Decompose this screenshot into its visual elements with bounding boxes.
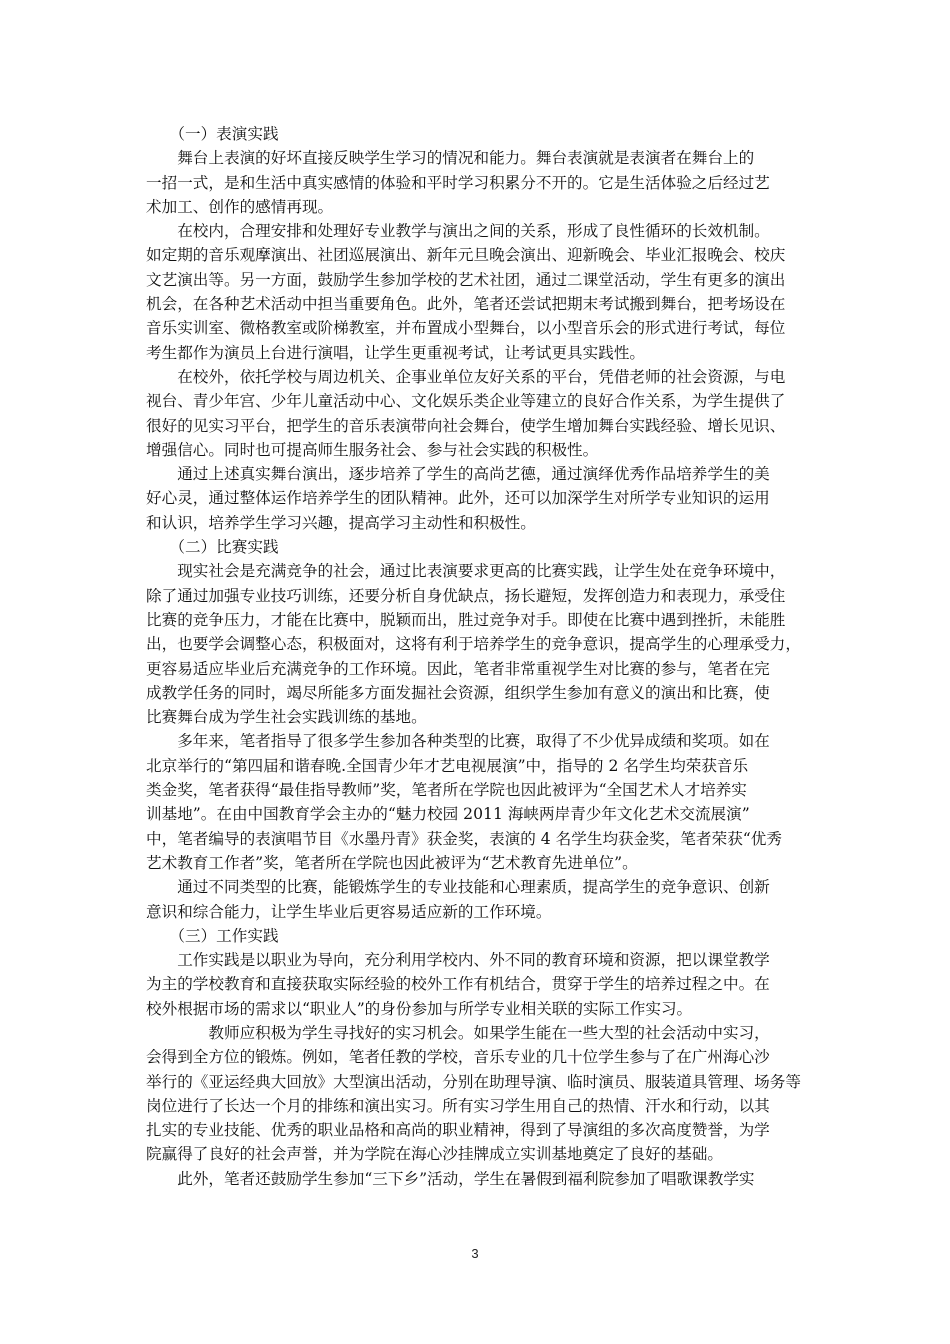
document-body <box>146 122 806 1191</box>
text-line: （三）工作实践 <box>146 926 279 945</box>
text-line: 艺术教育工作者”奖，笔者所在学院也因此被评为“艺术教育先进单位”。 <box>146 853 638 872</box>
text-line: 在校内，合理安排和处理好专业教学与演出之间的关系，形成了良性循环的长效机制。 <box>146 222 770 241</box>
text-line: 音乐实训室、微格教室或阶梯教室，并布置成小型舞台，以小型音乐会的形式进行考试，每位 <box>146 319 786 338</box>
text-line: 通过不同类型的比赛，能锻炼学生的专业技能和心理素质，提高学生的竞争意识、创新 <box>146 878 770 897</box>
text-line: 意识和综合能力，让学生毕业后更容易适应新的工作环境。 <box>146 902 552 921</box>
text-line: 一招一式，是和生活中真实感情的体验和平时学习积累分不开的。它是生活体验之后经过艺 <box>146 173 770 192</box>
text-line: 类金奖，笔者获得“最佳指导教师”奖，笔者所在学院也因此被评为“全国艺术人才培养实 <box>146 781 747 800</box>
text-line: 多年来，笔者指导了很多学生参加各种类型的比赛，取得了不少优异成绩和奖项。如在 <box>146 732 770 751</box>
text-line: 中，笔者编导的表演唱节目《水墨丹青》获金奖，表演的 4 名学生均获金奖，笔者荣获“优秀 <box>146 829 782 848</box>
text-line: 院赢得了良好的社会声誉，并为学院在海心沙挂牌成立实训基地奠定了良好的基础。 <box>146 1145 723 1164</box>
text-line: 如定期的音乐观摩演出、社团巡展演出、新年元旦晚会演出、迎新晚会、毕业汇报晚会、校庆 <box>146 246 786 265</box>
text-line: 通过上述真实舞台演出，逐步培养了学生的高尚艺德，通过演绎优秀作品培养学生的美 <box>146 465 770 484</box>
page-number: 3 <box>471 1246 479 1261</box>
text-line: 视台、青少年宫、少年儿童活动中心、文化娱乐类企业等建立的良好合作关系，为学生提供了 <box>146 392 786 411</box>
text-line: 增强信心。同时也可提高师生服务社会、参与社会实践的积极性。 <box>146 440 599 459</box>
text-line: 更容易适应毕业后充满竞争的工作环境。因此，笔者非常重视学生对比赛的参与，笔者在完 <box>146 659 770 678</box>
text-line: 好心灵，通过整体运作培养学生的团队精神。此外，还可以加深学生对所学专业知识的运用 <box>146 489 770 508</box>
text-line: 为主的学校教育和直接获取实际经验的校外工作有机结合，贯穿于学生的培养过程之中。在 <box>146 975 770 994</box>
text-line: 成教学任务的同时，竭尽所能多方面发掘社会资源，组织学生参加有意义的演出和比赛，使 <box>146 683 770 702</box>
text-line: 在校外，依托学校与周边机关、企事业单位友好关系的平台，凭借老师的社会资源，与电 <box>146 367 786 386</box>
text-line: 文艺演出等。另一方面，鼓励学生参加学校的艺术社团，通过二课堂活动，学生有更多的演出 <box>146 270 786 289</box>
text-line: 岗位进行了长达一个月的排练和演出实习。所有实习学生用自己的热情、汗水和行动，以其 <box>146 1096 770 1115</box>
text-line: 比赛的竞争压力，才能在比赛中，脱颖而出，胜过竞争对手。即使在比赛中遇到挫折，未能胜 <box>146 610 786 629</box>
text-line: 很好的见实习平台，把学生的音乐表演带向社会舞台，使学生增加舞台实践经验、增长见识、 <box>146 416 786 435</box>
text-line: 现实社会是充满竞争的社会，通过比表演要求更高的比赛实践，让学生处在竞争环境中， <box>146 562 786 581</box>
text-line: 和认识，培养学生学习兴趣，提高学习主动性和积极性。 <box>146 513 536 532</box>
text-line: 舞台上表演的好坏直接反映学生学习的情况和能力。舞台表演就是表演者在舞台上的 <box>146 149 755 168</box>
text-line: 考生都作为演员上台进行演唱，让学生更重视考试，让考试更具实践性。 <box>146 343 646 362</box>
text-line: 比赛舞台成为学生社会实践训练的基地。 <box>146 708 427 727</box>
text-line: （二）比赛实践 <box>146 538 279 557</box>
text-line: 会得到全方位的锻炼。例如，笔者任教的学校，音乐专业的几十位学生参与了在广州海心沙 <box>146 1048 770 1067</box>
text-line: 术加工、创作的感情再现。 <box>146 197 334 216</box>
text-line: 工作实践是以职业为导向，充分利用学校内、外不同的教育环境和资源，把以课堂教学 <box>146 951 770 970</box>
text-line: 此外，笔者还鼓励学生参加“三下乡”活动，学生在暑假到福利院参加了唱歌课教学实 <box>146 1169 755 1188</box>
text-line: 校外根据市场的需求以“职业人”的身份参加与所学专业相关联的实际工作实习。 <box>146 999 693 1018</box>
text-line: 扎实的专业技能、优秀的职业品格和高尚的职业精神，得到了导演组的多次高度赞誉，为学 <box>146 1121 770 1140</box>
text-line: 北京举行的“第四届和谐春晚.全国青少年才艺电视展演”中，指导的 2 名学生均荣获音乐 <box>146 756 749 775</box>
text-line: 机会，在各种艺术活动中担当重要角色。此外，笔者还尝试把期末考试搬到舞台，把考场设在 <box>146 295 786 314</box>
text-line: （一）表演实践 <box>146 125 279 143</box>
text-line: 除了通过加强专业技巧训练，还要分析自身优缺点，扬长避短，发挥创造力和表现力，承受住 <box>146 586 786 605</box>
text-line: 教师应积极为学生寻找好的实习机会。如果学生能在一些大型的社会活动中实习， <box>146 1023 770 1042</box>
text-line: 举行的《亚运经典大回放》大型演出活动，分别在助理导演、临时演员、服装道具管理、场务等 <box>146 1072 801 1091</box>
text-line: 出，也要学会调整心态，积极面对，这将有利于培养学生的竞争意识，提高学生的心理承受力， <box>146 635 801 654</box>
text-line: 训基地”。在由中国教育学会主办的“魅力校园 2011 海峡两岸青少年文化艺术交流展演” <box>146 805 750 824</box>
